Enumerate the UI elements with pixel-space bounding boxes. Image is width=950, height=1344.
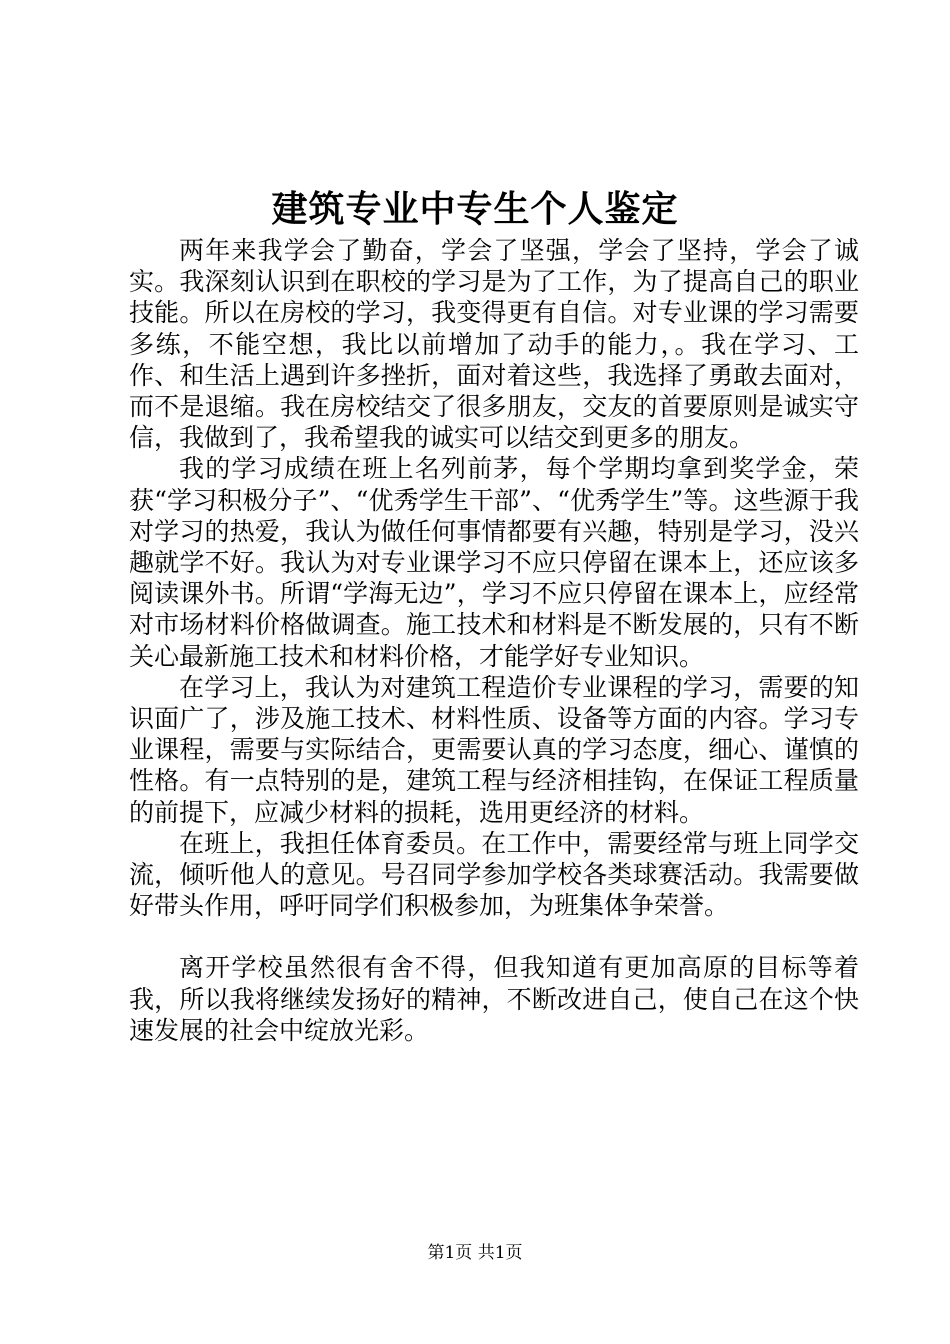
document-body	[129, 235, 859, 1046]
paragraph-2: 我的学习成绩在班上名列前茅，每个学期均拿到奖学金，荣获“学习积极分子”、“优秀学生干部”、“优秀学生”等。这些源于我对学习的热爱，我认为做任何事情都要有兴趣，特别是学习，没兴趣就学不好。我认为对专业课学习不应只停留在课本上，还应该多阅读课外书。所谓“学海无边”，学习不应只停留在课本上，应经常对市场材料价格做调查。施工技术和材料是不断发展的，只有不断关心最新施工技术和材料价格，才能学好专业知识。	[129, 454, 859, 671]
document-title: 建筑专业中专生个人鉴定	[271, 188, 679, 230]
paragraph-4: 在班上，我担任体育委员。在工作中，需要经常与班上同学交流，倾听他人的意见。号召同学参加学校各类球赛活动。我需要做好带头作用，呼吁同学们积极参加，为班集体争荣誉。	[129, 828, 859, 921]
page-footer: 第1页 共1页	[427, 1243, 523, 1263]
paragraph-1: 两年来我学会了勤奋，学会了坚强，学会了坚持，学会了诚实。我深刻认识到在职校的学习是为了工作，为了提高自己的职业技能。所以在房校的学习，我变得更有自信。对专业课的学习需要多练，不能空想，我比以前增加了动手的能力，。我在学习、工作、和生活上遇到许多挫折，面对着这些，我选择了勇敢去面对，而不是退缩。我在房校结交了很多朋友，交友的首要原则是诚实守信，我做到了，我希望我的诚实可以结交到更多的朋友。	[129, 236, 859, 453]
paragraph-3: 在学习上，我认为对建筑工程造价专业课程的学习，需要的知识面广了，涉及施工技术、材料性质、设备等方面的内容。学习专业课程，需要与实际结合，更需要认真的学习态度，细心、谨慎的性格。有一点特别的是，建筑工程与经济相挂钩，在保证工程质量的前提下，应减少材料的损耗，选用更经济的材料。	[129, 672, 859, 827]
paragraph-5: 离开学校虽然很有舍不得，但我知道有更加高原的目标等着我，所以我将继续发扬好的精神，不断改进自己，使自己在这个快速发展的社会中绽放光彩。	[129, 953, 859, 1045]
